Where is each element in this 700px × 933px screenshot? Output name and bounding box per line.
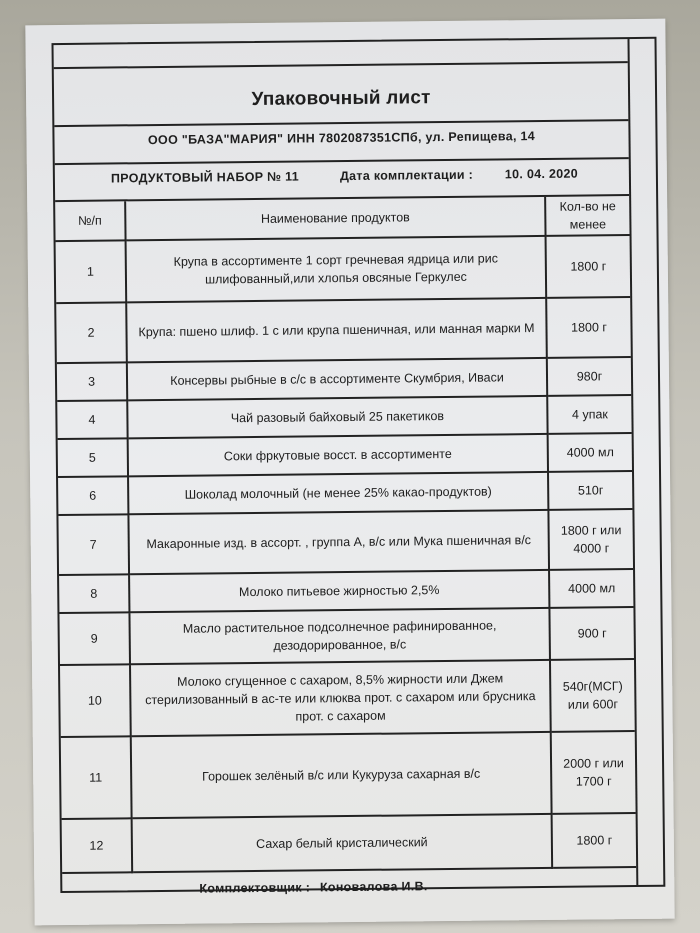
row-num: 12 (62, 818, 133, 873)
row-name: Чай разовый байховый 25 пакетиков (127, 396, 547, 438)
row-name: Молоко питьевое жирностью 2,5% (129, 570, 549, 612)
row-num: 6 (58, 476, 128, 515)
row-qty: 4000 мл (548, 433, 632, 472)
row-qty: 1800 г (552, 813, 637, 868)
packer-signature-line (199, 879, 427, 895)
row-name: Молоко сгущенное с сахаром, 8,5% жирности или Джем стерилизованный в ас-те или клюква прот. с сахаром или брусника прот. с сахаром (130, 660, 551, 736)
divider (54, 119, 628, 127)
row-num: 1 (56, 240, 127, 303)
row-qty: 1800 г или 4000 г (548, 509, 633, 570)
header-name: Наименование продуктов (125, 197, 545, 240)
document-frame (51, 37, 665, 896)
row-qty: 540г(МСГ) или 600г (550, 659, 635, 732)
row-name: Сахар белый кристалический (132, 814, 553, 872)
row-num: 10 (60, 664, 131, 737)
header-num: №/п (55, 201, 125, 241)
table-row (56, 235, 631, 303)
row-num: 11 (61, 736, 132, 819)
table-row (60, 659, 635, 737)
row-qty: 510г (548, 471, 632, 510)
table-row (61, 731, 636, 819)
table-header-row (55, 196, 629, 241)
table-row (58, 509, 633, 575)
packing-list-sheet (25, 19, 674, 926)
row-qty: 4000 мл (549, 569, 633, 608)
row-name: Крупа: пшено шлиф. 1 с или крупа пшеничная, или манная марки М (126, 298, 547, 362)
table-row (57, 357, 631, 401)
date-label: Дата комплектации : (339, 167, 474, 184)
row-name: Масло растительное подсолнечное рафинированное, дезодорированное, в/с (129, 608, 550, 664)
row-num: 9 (59, 612, 130, 665)
table-row (56, 297, 631, 363)
divider (55, 157, 629, 165)
table-row (62, 813, 637, 873)
table-row (58, 471, 632, 515)
packer-label: Комплектовщик : (199, 880, 311, 896)
organization-line: ООО "БАЗА"МАРИЯ" ИНН 7802087351СПб, ул. Репищева, 14 (147, 129, 536, 148)
row-name: Макаронные изд. в ассорт. , группа А, в/с или Мука пшеничная в/с (128, 510, 549, 574)
table-row (59, 607, 634, 665)
set-info-line (55, 166, 629, 186)
row-num: 2 (56, 302, 127, 363)
row-name: Соки фркутовые восст. в ассортименте (128, 434, 548, 476)
row-name: Горошек зелёный в/с или Кукуруза сахарная в/с (131, 732, 552, 818)
packer-name: Коновалова И.В. (319, 879, 428, 895)
row-num: 3 (57, 362, 127, 401)
divider (54, 61, 628, 69)
date-value: 10. 04. 2020 (504, 166, 579, 182)
row-qty: 4 упак (547, 395, 631, 434)
row-num: 5 (58, 438, 128, 477)
set-number: ПРОДУКТОВЫЙ НАБОР № 11 (110, 169, 300, 186)
table-row (59, 569, 633, 613)
row-qty: 2000 г или 1700 г (551, 731, 636, 814)
row-num: 7 (58, 514, 129, 575)
products-table (55, 196, 636, 874)
row-num: 4 (57, 400, 127, 439)
row-name: Консервы рыбные в с/с в ассортименте Скумбрия, Иваси (127, 358, 547, 400)
row-name: Шоколад молочный (не менее 25% какао-продуктов) (128, 472, 548, 514)
table-row (57, 395, 631, 439)
document-title: Упаковочный лист (251, 87, 431, 111)
row-qty: 980г (547, 357, 631, 396)
row-num: 8 (59, 574, 129, 613)
row-name: Крупа в ассортименте 1 сорт гречневая ядрица или рис шлифованный,или хлопья овсяные Геркулес (126, 236, 547, 302)
row-qty: 1800 г (546, 235, 631, 298)
row-qty: 1800 г (546, 297, 631, 358)
table-row (58, 433, 632, 477)
header-qty: Кол-во не менее (545, 196, 629, 236)
row-qty: 900 г (549, 607, 634, 660)
